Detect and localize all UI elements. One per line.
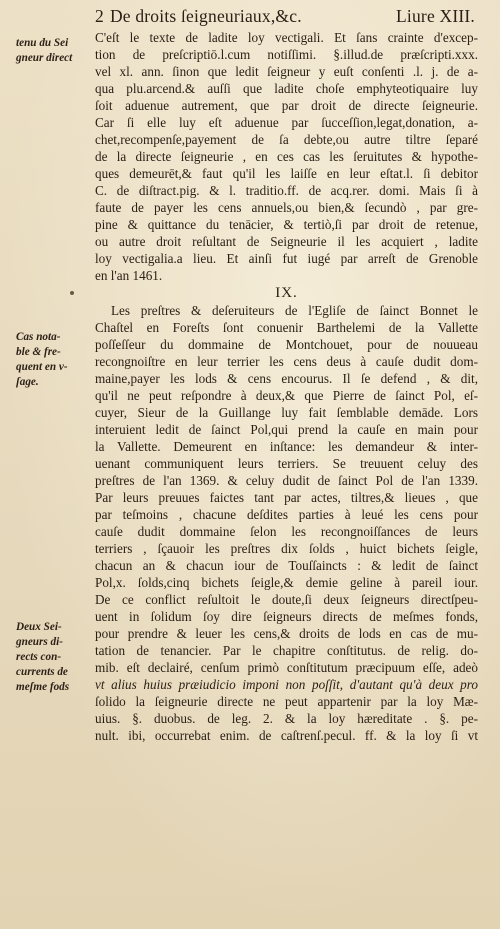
text-line: cauſe dudit dommaine ſelon les recongnoiſſances de leurs <box>95 524 478 539</box>
running-title: De droits ſeigneuriaux,&c. <box>109 6 302 26</box>
text-line: ſoit aduenue autrement, que par droit de directe ſeigneurie. <box>95 98 478 113</box>
text-line: la Vallette. Demeurent en inſtance: les demandeur & inter- <box>95 439 478 454</box>
text-line: C'eſt le texte de ladite loy vectigali. Et ſans crainte d'excep- <box>95 30 478 45</box>
text-line: qua plu.arcend.& auſſi que ladite choſe emphyteotiquaire luy <box>95 81 478 96</box>
text-line: vel xl. ann. ſinon que ledit ſeigneur y euſt conſenti .l. j. de a- <box>95 64 478 79</box>
section-number: IX. <box>275 285 298 301</box>
text-line: uenant communiquent leurs terriers. Se treuuent celuy des <box>95 456 478 471</box>
text-line: recongnoiſtre en leur terrier les cens deus à cauſe dudit dom- <box>95 354 478 369</box>
text-line: qu'il ne peut reſpondre à deux,& que Pierre de ſainct Pol, eſ- <box>95 388 478 403</box>
text-line: Car ſi elle luy eſt aduenue par ſucceſſion,legat,donation, a- <box>95 115 478 130</box>
text-line: De ce conflict reſultoit le doute,ſi deux ſeigneurs directſpeu- <box>95 592 478 607</box>
running-header <box>95 4 475 28</box>
text-line: pine & quittance du tenācier, & tertiò,ſi par droit de retenue, <box>95 217 478 232</box>
paragraph-case-bonnet-le-chastel <box>95 302 478 744</box>
paragraph-loy-vectigali <box>95 29 478 284</box>
text-line: tion de preſcriptiō.l.cum notiſſimi. §.illud.de præſcripti.xxx. <box>95 47 478 62</box>
ink-speck <box>70 291 74 295</box>
margin-note-seigneur-direct: tenu du Sei gneur direct <box>16 37 73 64</box>
page-body <box>95 29 478 744</box>
text-line: uius. §. duobus. de leg. 2. & la loy hæreditate . §. pe- <box>95 711 478 726</box>
text-line: poſſeſſeur du dommaine de Montchouet, pour de nouueau <box>95 337 478 352</box>
text-line: cuyer, Sieur de la Guillange luy fait ſemblable demāde. Lors <box>95 405 478 420</box>
text-line: par teſmoins , chacune deſdites parties à leué les cens pour <box>95 507 478 522</box>
text-line: en l'an 1461. <box>95 268 163 283</box>
text-line: Pol,x. ſolds,cinq bichets ſeigle,& demie geline à pareil iour. <box>95 575 478 590</box>
text-line: Chaſtel en Foreſts ſont conuenir Barthelemi de la Vallette <box>95 320 478 335</box>
book-label: Liure XIII. <box>396 6 475 26</box>
text-line: terriers , ſçauoir les preſtres dix ſolds , huict bichets ſeigle, <box>95 541 478 556</box>
margin-note-deux-seigneurs: Deux Sei- gneurs di- rects con- currents de meſme fods <box>16 621 70 693</box>
text-line: maine,payer les lods & cens encourus. Il ſe defend , & dit, <box>95 371 478 386</box>
text-line: loy vectigalia.a lieu. Et ainſi fut iugé par arreſt de Grenoble <box>95 251 478 266</box>
text-line: nult. ibi, occurrebat enim. de caſtrenſ.pecul. ff. & la loy ſi vt <box>95 728 478 743</box>
text-line: C. de diſtract.pig. & l. traditio.ff. de acq.rer. domi. Mais ſi à <box>95 183 478 198</box>
margin-note-cas-notable: Cas nota- ble & fre- quent en v- ſage. <box>16 331 68 388</box>
text-line: pour prendre & leuer les cens,& droits de lods en cas de mu- <box>95 626 478 641</box>
text-line: ou autre droit reſultant de Seigneurie il les acquiert , ladite <box>95 234 478 249</box>
text-line: Les preſtres & deſeruiteurs de l'Egliſe de ſainct Bonnet le <box>111 303 478 318</box>
text-line: chet,recompenſe,payement de ſa debte,ou autre tiltre ſeparé <box>95 132 478 147</box>
text-line: ſolido la ſeigneurie directe ne peut appartenir par la loy Mæ- <box>95 694 478 709</box>
text-line: chacun an & chacun iour de Touſſaincts : & ledit de ſainct <box>95 558 478 573</box>
text-line: Par leurs preuues faictes tant par actes, tiltres,& lieues , que <box>95 490 478 505</box>
page-number: 2 <box>95 6 104 26</box>
text-line: ques demeurēt,& faut qu'il les laiſſe en leur eſtat.l. ſi debitor <box>95 166 478 181</box>
text-line: mib. eſt declairé, cenſum primò conſtitutum præcipuum eſſe, adeò <box>95 660 478 675</box>
text-line: vt alius huius præiudicio imponi non poſſit, d'autant qu'à deux pro <box>95 677 478 692</box>
text-line: faute de payer les cens annuels,ou bien,& ſecundò , par gre- <box>95 200 478 215</box>
text-line: uent in ſolidum ſoy dire ſeigneurs directs de meſmes fonds, <box>95 609 478 624</box>
text-line: preſtres de l'an 1369. & celuy dudit de ſainct Pol de l'an 1339. <box>95 473 478 488</box>
text-line: de la directe ſeigneurie , en ces cas les ſeruitutes & hypothe- <box>95 149 478 164</box>
text-line: interuient ledit de ſainct Pol,qui prend la cauſe en main pour <box>95 422 478 437</box>
text-line: tation de tenancier. Par le chapitre conſtitutus. de relig. do- <box>95 643 478 658</box>
